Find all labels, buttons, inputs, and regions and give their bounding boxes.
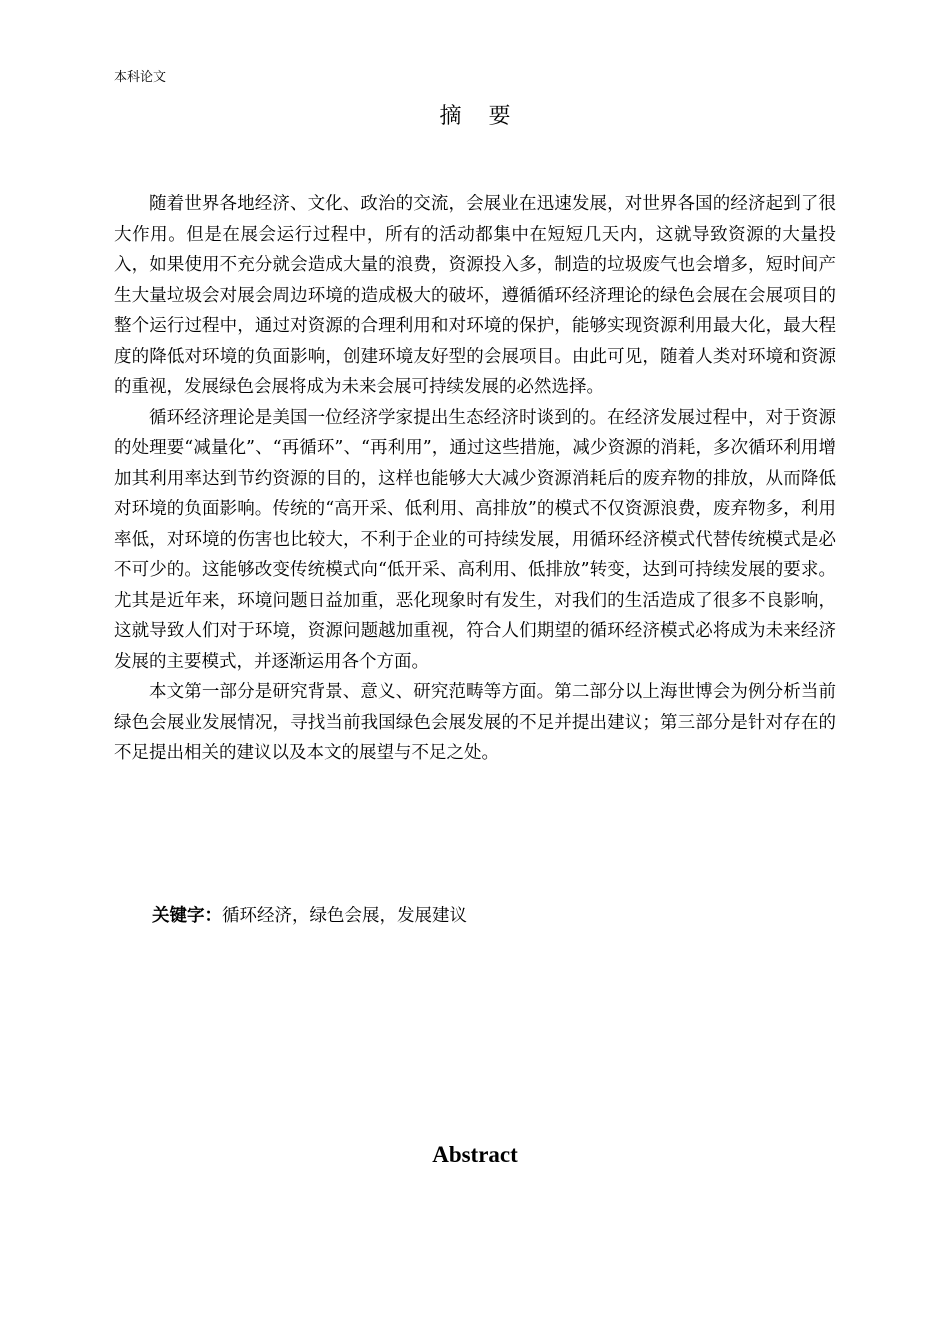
abstract-cn-body xyxy=(114,189,836,769)
abstract-paragraph-3: 本文第一部分是研究背景、意义、研究范畴等方面。第二部分以上海世博会为例分析当前绿色会展业发展情况，寻找当前我国绿色会展发展的不足并提出建议；第三部分是针对存在的不足提出相关的建议以及本文的展望与不足之处。 xyxy=(114,682,836,763)
abstract-paragraph-1: 随着世界各地经济、文化、政治的交流，会展业在迅速发展，对世界各国的经济起到了很大作用。但是在展会运行过程中，所有的活动都集中在短短几天内，这就导致资源的大量投入，如果使用不充分就会造成大量的浪费，资源投入多，制造的垃圾废气也会增多，短时间产生大量垃圾会对展会周边环境的造成极大的破坏，遵循循环经济理论的绿色会展在会展项目的整个运行过程中，通过对资源的合理利用和对环境的保护，能够实现资源利用最大化，最大程度的降低对环境的负面影响，创建环境友好型的会展项目。由此可见，随着人类对环境和资源的重视，发展绿色会展将成为未来会展可持续发展的必然选择。 xyxy=(114,194,836,397)
abstract-cn-title: 摘 要 xyxy=(439,104,521,129)
abstract-paragraph-2: 循环经济理论是美国一位经济学家提出生态经济时谈到的。在经济发展过程中，对于资源的处理要“减量化”、“再循环”、“再利用”，通过这些措施，减少资源的消耗，多次循环利用增加其利用率达到节约资源的目的，这样也能够大大减少资源消耗后的废弃物的排放，从而降低对环境的负面影响。传统的“高开采、低利用、高排放”的模式不仅资源浪费，废弃物多，利用率低，对环境的伤害也比较大，不利于企业的可持续发展，用循环经济模式代替传统模式是必不可少的。这能够改变传统模式向“低开采、高利用、低排放”转变，达到可持续发展的要求。尤其是近年来，环境问题日益加重，恶化现象时有发生，对我们的生活造成了很多不良影响，这就导致人们对于环境，资源问题越加重视，符合人们期望的循环经济模式必将成为未来经济发展的主要模式，并逐渐运用各个方面。 xyxy=(114,407,836,672)
keywords-value: 循环经济，绿色会展，发展建议 xyxy=(222,906,467,926)
keywords-line xyxy=(152,901,467,931)
running-header: 本科论文 xyxy=(114,70,167,85)
abstract-en-title: Abstract xyxy=(432,1142,518,1167)
keywords-label: 关键字： xyxy=(152,906,222,926)
